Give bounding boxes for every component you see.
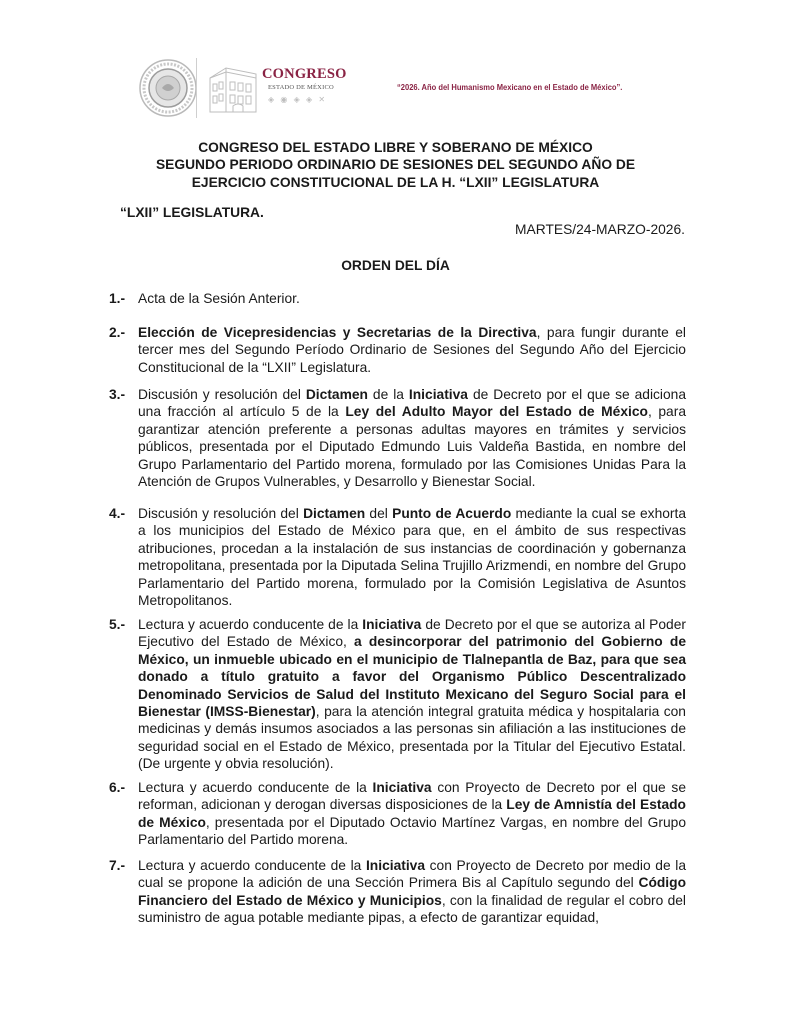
item-text-segment: de la (367, 387, 409, 402)
agenda-item (109, 616, 686, 773)
header-divider (196, 58, 197, 118)
item-text-bold: Elección de Vicepresidencias y Secretarias de la Directiva (138, 325, 537, 340)
agenda-item (109, 505, 686, 609)
item-text-segment: , presentada por el Diputado Octavio Martínez Vargas, en nombre del Grupo Parlamentario del Partido morena. (138, 814, 686, 848)
agenda-item (109, 386, 686, 490)
item-text (138, 386, 686, 490)
item-number: 2.- (109, 325, 126, 340)
item-text (138, 857, 686, 927)
item-number: 3.- (109, 387, 126, 402)
document-title (100, 139, 691, 191)
item-text (138, 290, 686, 307)
item-text-segment: de Decreto por el que se adiciona una fracción al artículo 5 de la (138, 387, 687, 420)
item-text-segment: con Proyecto de Decreto por medio de la cual se propone la adición de una Sección Primera Bis al Capítulo segundo del (138, 858, 686, 891)
session-date: MARTES/24-MARZO-2026. (515, 222, 685, 237)
agenda-item (109, 779, 686, 849)
item-text-segment: Lectura y acuerdo conducente de la (138, 858, 366, 873)
item-text-bold: Código Financiero del Estado de México y Municipios (138, 875, 686, 908)
item-text-bold: Punto de Acuerdo (392, 506, 512, 521)
item-text-bold: Iniciativa (372, 780, 432, 795)
item-text-bold: Iniciativa (362, 617, 422, 632)
item-text-segment: Lectura y acuerdo conducente de la (138, 617, 363, 632)
agenda-item (109, 857, 686, 927)
item-text-segment: con Proyecto de Decreto por el que se reforman, adicionan y derogan diversas disposiciones de la (138, 780, 686, 813)
logo-subtitle: ESTADO DE MÉXICO (268, 84, 334, 91)
logo-ornament-icons: ◈ ◉ ◈ ◈ ✕ (268, 95, 328, 104)
title-line: EJERCICIO CONSTITUCIONAL DE LA H. “LXII” LEGISLATURA (191, 174, 600, 190)
item-text (138, 505, 686, 609)
item-text-bold: Ley del Adulto Mayor del Estado de México (345, 404, 648, 420)
agenda-item (109, 324, 686, 376)
item-text (138, 324, 686, 376)
year-motto: “2026. Año del Humanismo Mexicano en el Estado de México”. (397, 82, 623, 92)
item-text-segment: de Decreto por el que se autoriza al Poder Ejecutivo del Estado de México, (138, 617, 686, 650)
section-title: ORDEN DEL DÍA (341, 258, 450, 273)
title-line: CONGRESO DEL ESTADO LIBRE Y SOBERANO DE MÉXICO (198, 140, 593, 155)
congress-building-logo (206, 60, 261, 115)
item-text-segment: Discusión y resolución del (138, 506, 304, 521)
item-text-bold: Dictamen (305, 387, 368, 402)
title-line: SEGUNDO PERIODO ORDINARIO DE SESIONES DEL SEGUNDO AÑO DE (155, 157, 636, 173)
item-text-segment: mediante la cual se exhorta a los municipios del Estado de México para que, en el ámbito de sus respectivas atribuciones, procedan a la instalación de sus instancias de coordinación y gobernanza metropolitana, presentada por la Diputada Selina Trujillo Arizmendi, en nombre del Grupo Parlamentario del Partido morena, formulado por la Comisión Legislativa de Asuntos Metropolitanos. (138, 506, 687, 609)
logo-title: CONGRESO (262, 66, 347, 82)
legislature-label: “LXII” LEGISLATURA. (120, 205, 264, 220)
item-text-segment: del (365, 506, 393, 521)
item-text (138, 779, 686, 849)
item-text-segment: Lectura y acuerdo conducente de la (138, 780, 373, 795)
item-text-segment: , para fungir durante el tercer mes del Segundo Período Ordinario de Sesiones del Segundo Año del Ejercicio Constitucional de la “LXII” Legislatura. (138, 325, 686, 375)
item-number: 7.- (109, 858, 126, 873)
item-text-segment: Discusión y resolución del (138, 387, 306, 402)
item-text-segment: , para la atención integral gratuita médica y hospitalaria con medicinas y demás insumos asociados a las personas sin afiliación a las instituciones de seguridad social en el Estado de México, presentada por la Titular del Ejecutivo Estatal. (De urgente y obvia resolución). (138, 704, 686, 772)
item-number: 4.- (109, 506, 126, 521)
item-text-segment: , para garantizar atención preferente a personas adultas mayores en trámites y servicios públicos, presentada por el Diputado Edmundo Luis Valdeña Bastida, en nombre del Grupo Parlamentario del Partido morena, formulado por las Comisiones Unidas Para la Atención de Grupos Vulnerables, y Desarrollo y Bienestar Social. (138, 404, 686, 490)
item-text-bold: Dictamen (303, 506, 366, 521)
item-text (138, 616, 686, 773)
item-text-bold: a desincorporar del patrimonio del Gobierno de México, un inmueble ubicado en el municipio de Tlalnepantla de Baz, para que sea donado a título gratuito a favor del Organismo Público Descentralizado Denominado Servicios de Salud del Instituto Mexicano del Seguro Social para el Bienestar (IMSS-Bienestar) (138, 634, 686, 720)
agenda-item (109, 290, 686, 307)
item-number: 6.- (109, 780, 126, 795)
item-text-bold: Iniciativa (365, 858, 426, 873)
state-seal-logo (138, 58, 198, 118)
item-number: 5.- (109, 617, 126, 632)
item-text-bold: Ley de Amnistía del Estado de México (138, 797, 686, 830)
item-text-bold: Iniciativa (408, 387, 468, 402)
item-number: 1.- (109, 291, 126, 306)
item-text-segment: , con la finalidad de regular el cobro del suministro de agua potable mediante pipas, a efecto de garantizar equidad, (138, 892, 686, 926)
item-text-segment: Acta de la Sesión Anterior. (138, 291, 300, 306)
